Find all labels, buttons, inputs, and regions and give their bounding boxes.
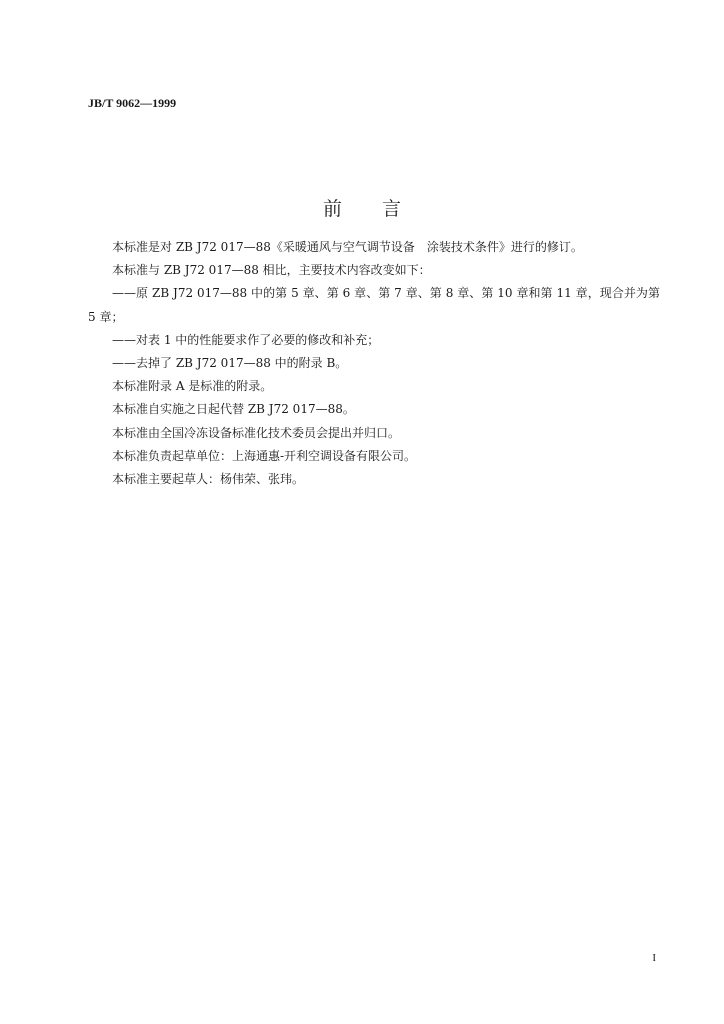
- title-char-1: 前: [322, 198, 342, 220]
- paragraph-change-table: ——对表 1 中的性能要求作了必要的修改和补充；: [112, 332, 380, 347]
- paragraph-appendix-note: 本标准附录 A 是标准的附录。: [112, 379, 273, 394]
- paragraph-changes-intro: 本标准与 ZB J72 017—88 相比，主要技术内容改变如下：: [112, 263, 431, 278]
- paragraph-proposer: 本标准由全国冷冻设备标准化技术委员会提出并归口。: [112, 425, 401, 440]
- paragraph-change-merge: ——原 ZB J72 017—88 中的第 5 章、第 6 章、第 7 章、第 8 章、第 10 章和第 11 章，现合并为第 5 章；: [88, 286, 660, 324]
- paragraph-replacement: 本标准自实施之日起代替 ZB J72 017—88。: [112, 402, 355, 417]
- title-char-2: 言: [382, 198, 402, 220]
- paragraph-drafting-unit: 本标准负责起草单位：上海通惠-开利空调设备有限公司。: [112, 448, 417, 463]
- page-title: [0, 194, 724, 221]
- paragraph-change-appendix: ——去掉了 ZB J72 017—88 中的附录 B。: [112, 356, 348, 371]
- page-number: I: [652, 952, 656, 964]
- document-code: JB/T 9062—1999: [88, 96, 177, 110]
- foreword-body: [88, 236, 660, 491]
- paragraph-drafters: 本标准主要起草人：杨伟荣、张玮。: [112, 472, 305, 487]
- paragraph-revision: 本标准是对 ZB J72 017—88《采暖通风与空气调节设备 涂装技术条件》进行的修订。: [112, 240, 583, 254]
